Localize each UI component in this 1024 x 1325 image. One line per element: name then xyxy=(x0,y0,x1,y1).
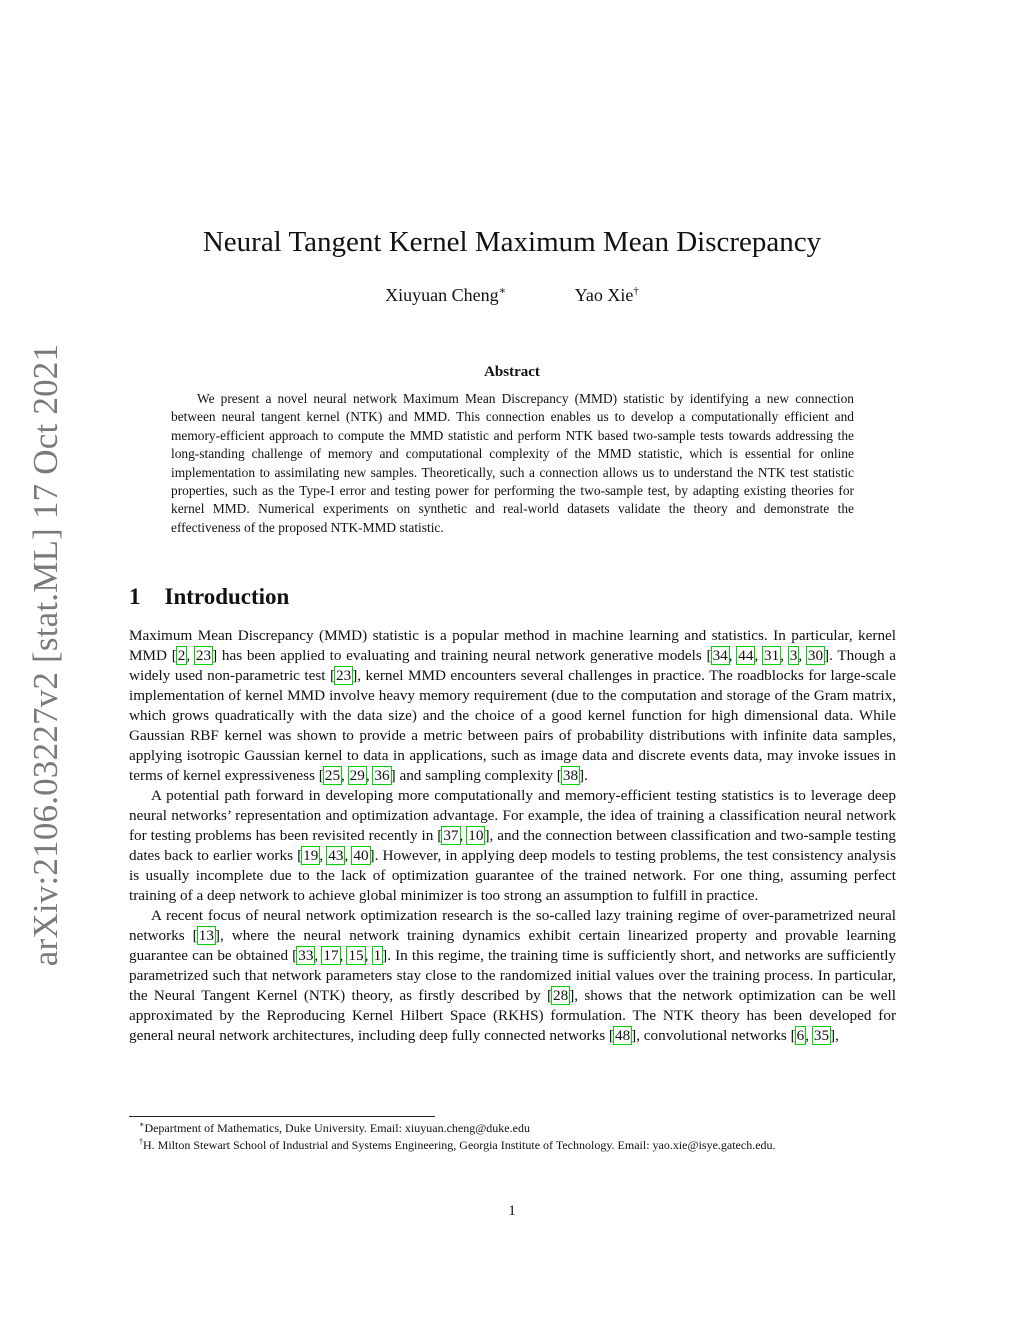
paragraph-text: ]. In this regime, the training time is sufficiently short, and networks are sufficiently parametrized such that network parameters stay close to the randomized initial values over the training process. In particular, the Neural Tangent Kernel (NTK) theory, as firstly described by [ xyxy=(129,947,897,1004)
paragraph-text: , xyxy=(339,947,348,964)
citation-link[interactable]: 23 xyxy=(195,647,212,664)
author-name: Yao Xie xyxy=(574,285,634,305)
paragraph-text: A potential path forward in developing more computationally and memory-efficient testing statistics is to leverage deep neural networks’ representation and optimization advantage. For example, the idea of training a classification neural network for testing problems has been revisited recently in [ xyxy=(129,787,896,844)
citation-link[interactable]: 40 xyxy=(353,847,369,864)
citation-link[interactable]: 29 xyxy=(349,767,365,784)
paragraph-text: , xyxy=(341,767,349,784)
introduction-body xyxy=(129,626,896,1046)
paragraph-text: ], xyxy=(830,1027,839,1044)
paragraph-text: ]. However, in applying deep models to testing problems, the test consistency analysis is usually incomplete due to the lack of optimization guarantee of the trained network. For one thing, assuming perfect training of a deep network to achieve global minimizer is too strong an assumption to fulfill in practice. xyxy=(129,847,897,904)
citation-link[interactable]: 19 xyxy=(303,847,319,864)
citation-link[interactable]: 34 xyxy=(712,647,728,664)
section-number: 1 xyxy=(129,584,141,609)
paragraph xyxy=(129,626,896,786)
paragraph-text: A recent focus of neural network optimization research is the so-called lazy training regime of over-parametrized neural networks [ xyxy=(129,907,896,944)
paragraph-text: , xyxy=(754,647,763,664)
section-heading xyxy=(129,584,289,610)
paragraph-text: , xyxy=(459,827,468,844)
paragraph xyxy=(129,786,896,906)
citation-link[interactable]: 17 xyxy=(323,947,339,964)
footnote-mark: ∗ xyxy=(139,1120,145,1129)
citation-link[interactable]: 48 xyxy=(614,1027,631,1044)
citation-link[interactable]: 1 xyxy=(373,947,382,964)
footnotes xyxy=(129,1120,896,1154)
citation-link[interactable]: 15 xyxy=(348,947,364,964)
paragraph-text: , xyxy=(728,647,738,664)
paragraph-text: ] has been applied to evaluating and training neural network generative models [ xyxy=(212,647,712,664)
footnote-text: Department of Mathematics, Duke University. Email: xiuyuan.cheng@duke.edu xyxy=(144,1121,530,1135)
footnote-2 xyxy=(129,1137,896,1154)
paragraph-text: , xyxy=(805,1027,813,1044)
paragraph-text: Maximum Mean Discrepancy (MMD) statistic is a popular method in machine learning and statistics. In particular, kernel MMD [ xyxy=(129,627,896,664)
author-footnote-mark[interactable]: † xyxy=(633,285,639,297)
footnote-text: H. Milton Stewart School of Industrial and Systems Engineering, Georgia Institute of Technology. Email: yao.xie@isye.gatech.edu. xyxy=(143,1138,776,1152)
author-name: Xiuyuan Cheng xyxy=(385,285,499,305)
abstract-heading: Abstract xyxy=(484,364,540,380)
citation-link[interactable]: 28 xyxy=(553,987,569,1004)
citation-link[interactable]: 38 xyxy=(562,767,579,784)
paragraph-text: ], kernel MMD encounters several challenges in practice. The roadblocks for large-scale implementation of kernel MMD involve heavy memory requirement (due to the computation and storage of the Gram matrix, which grows quadratically with the data size) and the choice of a good kernel function for high dimensional data. While Gaussian RBF kernel was shown to provide a metric between pairs of probability distributions with infinite data samples, applying isotropic Gaussian kernel to data in applications, such as image data and discrete events data, may invoke issues in terms of kernel expressiveness [ xyxy=(129,667,896,784)
citation-link[interactable]: 13 xyxy=(198,927,214,944)
arxiv-side-stamp: arXiv:2106.03227v2 [stat.ML] 17 Oct 2021 xyxy=(26,343,65,967)
paragraph-text: ], and the connection between classification and two-sample testing dates back to earlier works [ xyxy=(129,827,897,864)
paragraph-text: ]. xyxy=(579,767,588,784)
abstract-text: We present a novel neural network Maximum Mean Discrepancy (MMD) statistic by identifying a new connection between neural tangent kernel (NTK) and MMD. This connection enables us to develop a computationally efficient and memory-efficient approach to compute the MMD statistic and perform NTK based two-sample tests towards addressing the long-standing challenge of memory and computational complexity of the MMD statistic, which is essential for online implementation to assimilating new samples. Theoretically, such a connection allows us to understand the NTK test statistic properties, such as the Type-I error and testing power for performing the two-sample test, by adapting existing theories for kernel MMD. Numerical experiments on synthetic and real-world datasets validate the theory and demonstrate the effectiveness of the proposed NTK-MMD statistic. xyxy=(171,391,854,535)
paragraph-text: , xyxy=(319,847,328,864)
section-title: Introduction xyxy=(164,584,290,609)
paragraph-text: , xyxy=(780,647,789,664)
citation-link[interactable]: 3 xyxy=(789,647,798,664)
citation-link[interactable]: 30 xyxy=(807,647,824,664)
paper-title: Neural Tangent Kernel Maximum Mean Discrepancy xyxy=(202,226,822,258)
citation-link[interactable]: 33 xyxy=(298,947,314,964)
paragraph-text: ]. Though a widely used non-parametric test [ xyxy=(129,647,897,684)
author-list xyxy=(0,285,1024,306)
paragraph xyxy=(129,906,896,1046)
page-number: 1 xyxy=(508,1203,516,1219)
paragraph-text: , xyxy=(186,647,195,664)
paragraph-text: , xyxy=(364,947,373,964)
citation-link[interactable]: 25 xyxy=(324,767,341,784)
footnote-divider xyxy=(129,1116,435,1117)
paragraph-text: ], shows that the network optimization can be well approximated by the Reproducing Kernel Hilbert Space (RKHS) formulation. The NTK theory has been developed for general neural network architectures, including deep fully connected networks [ xyxy=(129,987,896,1044)
citation-link[interactable]: 44 xyxy=(738,647,754,664)
paragraph-text: ] and sampling complexity [ xyxy=(390,767,562,784)
footnote-1 xyxy=(129,1120,896,1137)
citation-link[interactable]: 36 xyxy=(374,767,390,784)
citation-link[interactable]: 43 xyxy=(328,847,344,864)
citation-link[interactable]: 2 xyxy=(177,647,186,664)
author-footnote-mark[interactable]: ∗ xyxy=(498,285,507,297)
paragraph-text: , xyxy=(314,947,323,964)
citation-link[interactable]: 31 xyxy=(764,647,780,664)
author-2 xyxy=(575,285,639,306)
paragraph-text: , xyxy=(365,767,374,784)
citation-link[interactable]: 23 xyxy=(336,667,352,684)
citation-link[interactable]: 35 xyxy=(813,1027,830,1044)
paragraph-text: , xyxy=(344,847,353,864)
paragraph-text: ], convolutional networks [ xyxy=(631,1027,796,1044)
footnote-mark: † xyxy=(139,1137,143,1146)
paragraph-text: , xyxy=(798,647,807,664)
author-1 xyxy=(385,285,506,306)
citation-link[interactable]: 6 xyxy=(796,1027,805,1044)
citation-link[interactable]: 10 xyxy=(468,827,484,844)
paragraph-text: ], where the neural network training dynamics exhibit certain linearized property and provable learning guarantee can be obtained [ xyxy=(129,927,896,964)
citation-link[interactable]: 37 xyxy=(443,827,459,844)
